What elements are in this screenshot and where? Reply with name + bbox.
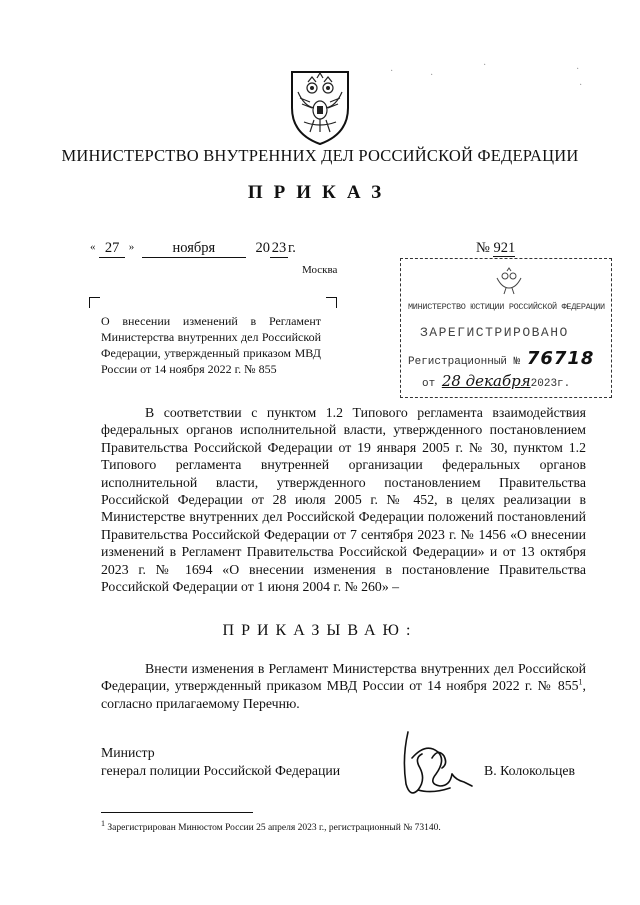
subject-corner-right [326,297,337,308]
footnote-text: Зарегистрирован Минюстом России 25 апреля 2023 г., регистрационный № 73140. [105,823,441,833]
signatory-name: В. Колокольцев [484,763,576,778]
city: Москва [302,264,338,276]
footnote-ref: 1 [578,677,583,687]
date-day: 27 [99,240,125,258]
ministry-name: МИНИСТЕРСТВО ВНУТРЕННИХ ДЕЛ РОССИЙСКОЙ ФЕДЕРАЦИИ [61,146,579,165]
signatory-position [101,744,340,780]
scan-speck: · [576,64,580,75]
eagle-icon [494,266,524,296]
position-title: Министр [101,745,155,760]
footnote-divider [101,812,253,813]
footnote-mark: 1 [101,818,105,828]
scan-speck: · [579,80,583,91]
scan-speck: · [390,66,394,77]
order-paragraph [101,660,586,712]
footnote [101,818,441,833]
stamp-date-handwritten: 28 декабря [441,372,531,390]
stamp-date-prefix: от [422,378,436,390]
stamp-reg-label: Регистрационный № [408,356,521,368]
scan-speck: · [430,70,434,81]
stamp-registered: ЗАРЕГИСТРИРОВАНО [420,325,569,340]
stamp-date [422,372,570,390]
date-year-suffix: 23 [271,240,287,256]
date-month: ноября [142,240,246,258]
document-title: ПРИКАЗ [247,182,393,203]
order-heading: ПРИКАЗЫВАЮ: [222,622,418,639]
date-quote-close: » [128,241,135,253]
stamp-date-year: 2023г. [530,378,571,390]
date-year-unit: г. [288,240,296,256]
preamble-paragraph: В соответствии с пунктом 1.2 Типового регламента взаимодействия федеральных органов исполнительной власти, утвержденного постановлением Правительства Российской Федерации от 19 января 2005 г. № 30, пунктом 1.2 Типового регламента внутренней организации федеральных органов исполнительной власти, утвержденного постановлением Правительства Российской Федерации от 28 июля 2005 г. № 452, в целях реализации в Министерстве внутренних дел Российской Федерации положений постановлений Правительства Российской Федерации от 7 сентября 2023 г. № 1456 «О внесении изменений в Регламент Правительства Российской Федерации» и от 13 октября 2023 г. № 1694 «О внесении изменения в постановление Правительства Российской Федерации от 1 июня 2004 г. № 260» – [101,405,586,595]
subject-corner-left [89,297,100,308]
number-sign: № [476,240,490,256]
position-rank: генерал полиции Российской Федерации [101,763,341,778]
date-quote-open: « [90,241,96,253]
number-value: 921 [493,240,516,256]
order-text-end: , согласно прилагаемому Перечню. [101,678,586,711]
stamp-reg-number [408,348,594,369]
order-number [476,240,515,257]
stamp-ministry: МИНИСТЕРСТВО ЮСТИЦИИ РОССИЙСКОЙ ФЕДЕРАЦИИ [408,302,605,312]
stamp-reg-value: 76718 [526,348,595,369]
scan-speck: · [483,60,487,71]
russian-coat-of-arms-icon [284,62,356,146]
order-text-main: Внести изменения в Регламент Министерства внутренних дел Российской Федерации, утвержденный приказом МВД России от 14 ноября 2022 г. № 855 [101,661,586,694]
order-subject: О внесении изменений в Регламент Министерства внутренних дел Российской Федерации, утвержденный приказом МВД России от 14 ноября 2022 г. № 855 [101,314,321,376]
date-year-prefix: 20 [255,240,270,256]
order-date [90,240,296,258]
handwritten-signature [392,728,476,800]
